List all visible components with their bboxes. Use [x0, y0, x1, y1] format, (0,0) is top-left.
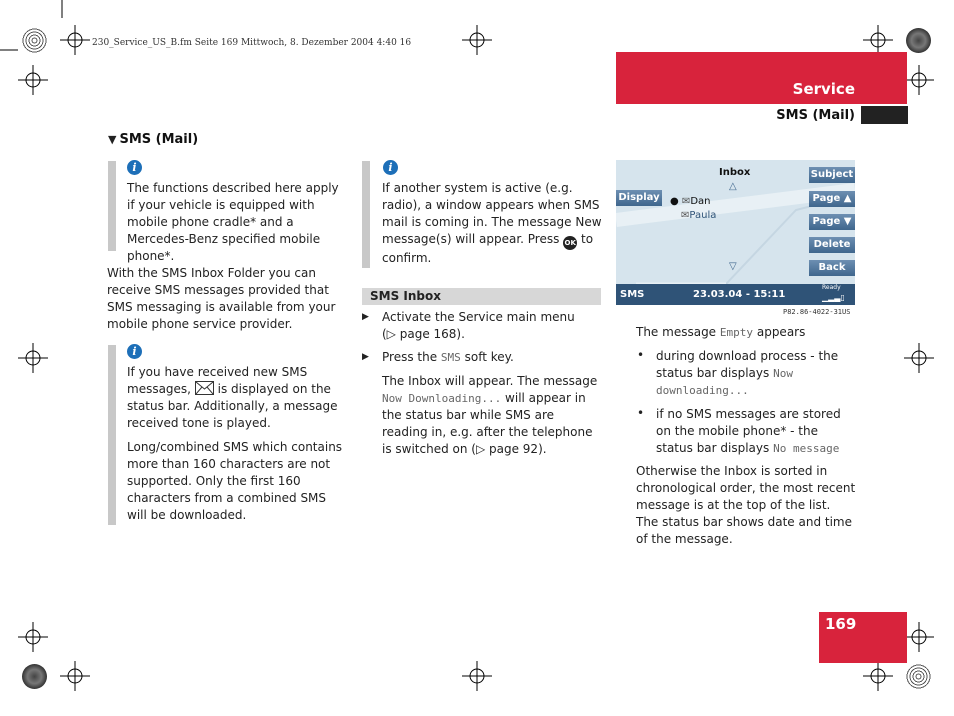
info-note-2-c: Long/combined SMS which contains more than 160 characters are not supported. Only the first 160 characters from a combined SMS will be downloaded. [127, 440, 343, 522]
section-title: Service [792, 80, 855, 98]
empty-message-paragraph [636, 324, 856, 341]
info-note-3 [382, 180, 602, 267]
inbox-item-label: Paula [689, 210, 717, 221]
status-mode: SMS [620, 289, 645, 300]
step-2-code: SMS [440, 351, 461, 364]
info-note-1: The functions described here apply if your vehicle is equipped with mobile phone cradle* and a Mercedes-Benz specified mobile phone*. [127, 181, 339, 263]
envelope-icon [195, 381, 214, 395]
inbox-item-label: Dan [690, 196, 711, 207]
page-heading [108, 132, 198, 147]
ok-button-icon: OK [563, 236, 577, 250]
scroll-up-icon: △ [729, 181, 737, 192]
back-button[interactable]: Back [809, 260, 855, 276]
bullet-1 [656, 348, 856, 399]
step-arrow-icon: ▶ [362, 312, 369, 322]
bullet-2-a: if no SMS messages are stored on the mobile phone* - the status bar displays [656, 407, 841, 455]
info-icon: i [127, 344, 142, 359]
info-icon: i [383, 160, 398, 175]
status-ready: Ready [822, 284, 841, 291]
empty-message-a: The message [636, 325, 717, 339]
intro-paragraph: With the SMS Inbox Folder you can receive SMS messages provided that SMS messaging is available from your mobile phone service provider. [107, 266, 336, 331]
color-target-circle [906, 664, 931, 689]
section-bar-label: SMS Inbox [370, 289, 441, 303]
step-1-text: Activate the Service main menu [382, 310, 575, 324]
scroll-down-icon: ▽ [729, 261, 737, 272]
page-up-button[interactable]: Page ▲ [809, 191, 855, 207]
empty-message-b: appears [756, 325, 806, 339]
display-button[interactable]: Display [616, 190, 662, 206]
bullet-icon: • [637, 406, 645, 420]
info-bar [362, 161, 370, 268]
info-bar [108, 345, 116, 525]
inbox-screen [616, 160, 855, 305]
bullet-icon: • [637, 348, 645, 362]
bullet-2-code: No message [773, 442, 840, 455]
bullet-2 [656, 406, 856, 457]
section-header-bar [616, 52, 907, 104]
step-2-b: soft key. [464, 350, 514, 364]
triangle-icon: ▼ [108, 133, 117, 146]
selected-dot-icon: ● [670, 196, 679, 207]
inbox-paragraph-a: The Inbox will appear. The message [382, 374, 598, 388]
figure-code: P82.86-4022-31US [783, 308, 851, 316]
step-2 [382, 349, 602, 366]
bullet-1-a: during download process - the status bar displays [656, 349, 839, 380]
info-bar [108, 161, 116, 251]
info-note-2 [127, 364, 345, 432]
inbox-paragraph-code: Now Downloading... [382, 392, 502, 405]
info-note-2-b: is displayed on the status bar. Additionally, a message received tone is played. [127, 382, 338, 430]
page-down-button[interactable]: Page ▼ [809, 214, 855, 230]
page-number: 169 [825, 615, 857, 633]
inbox-paragraph [382, 373, 602, 458]
screen-title: Inbox [719, 167, 751, 178]
info-note-3-a: If another system is active (e.g. radio), a window appears when SMS mail is coming in. The message New message(s) will appear. Press [382, 181, 602, 246]
inbox-item[interactable] [670, 196, 710, 207]
sorting-paragraph: Otherwise the Inbox is sorted in chronological order, the most recent message is at the top of the list. The status bar shows date and time of the message. [636, 464, 856, 546]
screen-status-bar [616, 284, 855, 305]
delete-button[interactable]: Delete [809, 237, 855, 253]
info-note-2-a: If you have received new SMS messages, [127, 365, 308, 396]
message-icon: ✉ [681, 210, 690, 221]
subsection-title: SMS (Mail) [776, 108, 855, 123]
message-icon: ✉ [681, 196, 691, 207]
info-icon: i [127, 160, 142, 175]
empty-message-code: Empty [719, 326, 754, 339]
step-1-ref: (▷ page 168). [382, 327, 465, 341]
bullet-1-code: Now downloading... [656, 367, 793, 397]
inbox-paragraph-b: will appear in the status bar while SMS are reading in, e.g. after the telephone is switched on (▷ page 92). [382, 391, 593, 456]
subject-button[interactable]: Subject [809, 167, 855, 183]
status-datetime: 23.03.04 - 15:11 [693, 289, 786, 300]
color-target-circle [22, 664, 47, 689]
section-bar-sms-inbox [362, 288, 601, 305]
step-2-a: Press the [382, 350, 438, 364]
step-1 [382, 309, 602, 343]
file-info: 230_Service_US_B.fm Seite 169 Mittwoch, 8. Dezember 2004 4:40 16 [92, 38, 412, 48]
heading-text: SMS (Mail) [119, 132, 199, 147]
info-note-3-b: to confirm. [382, 232, 594, 265]
header-tab-marker [861, 106, 908, 124]
color-target-circle [906, 28, 931, 53]
step-arrow-icon: ▶ [362, 352, 369, 362]
signal-strength-icon: ▁▂▃▯ [822, 293, 845, 302]
color-target-circle [22, 28, 47, 53]
inbox-item[interactable] [681, 210, 716, 221]
